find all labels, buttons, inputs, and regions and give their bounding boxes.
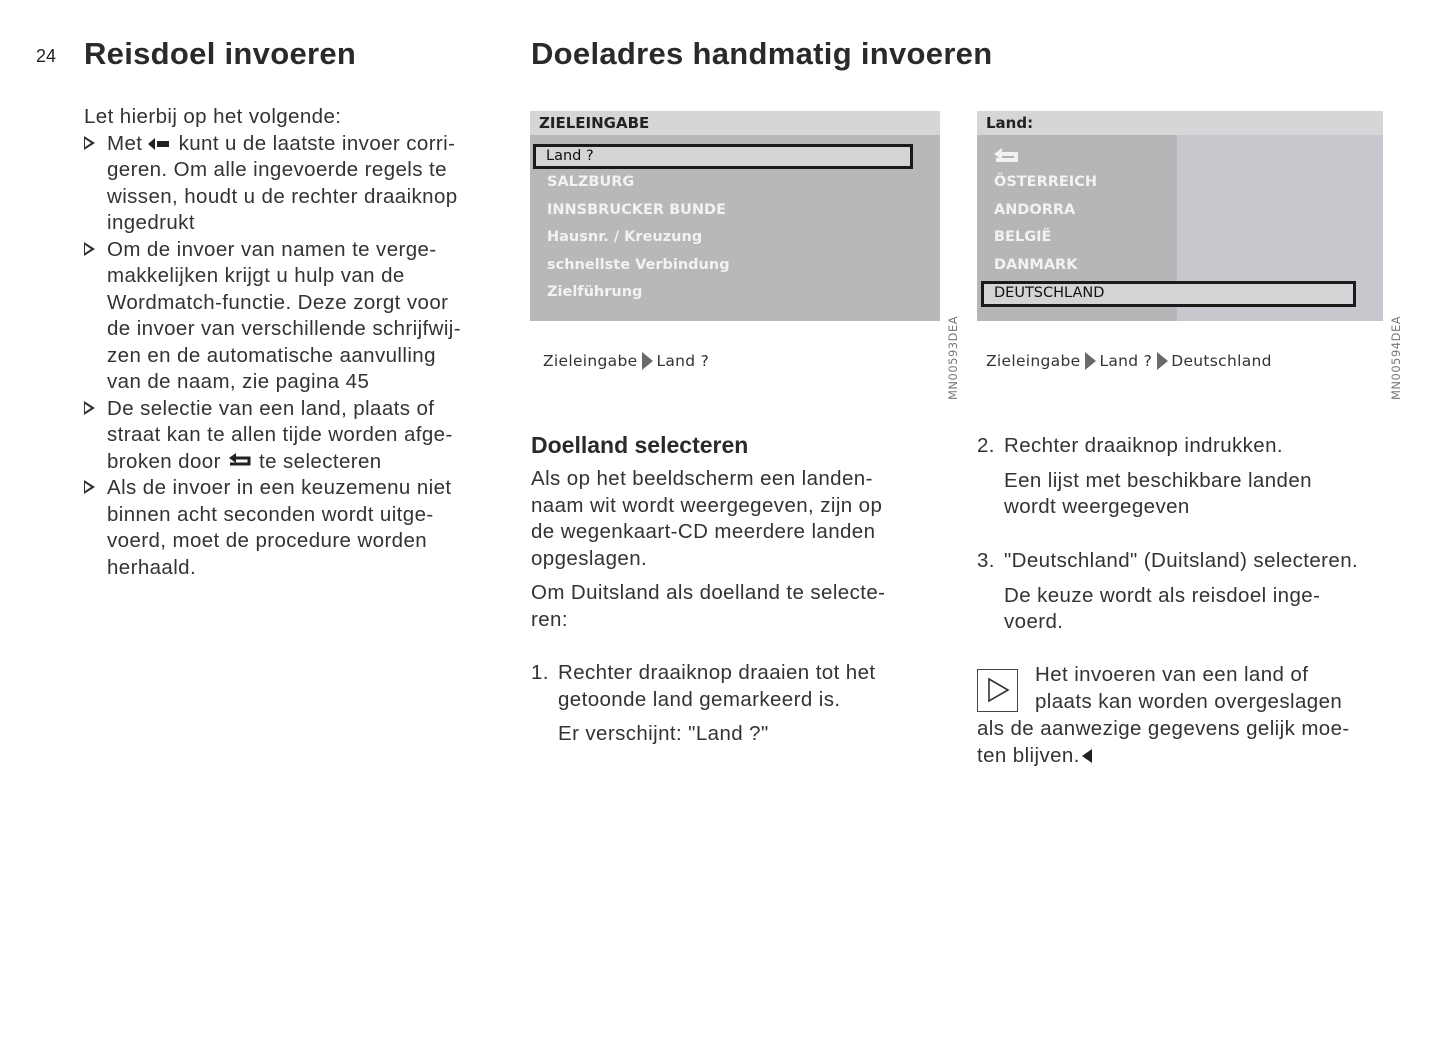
image-code: MN00594DEA	[1389, 315, 1403, 400]
menu-item: INNSBRUCKER BUNDE	[547, 202, 726, 218]
breadcrumb: Zieleingabe Land ?	[543, 352, 710, 370]
screen-header: ZIELEINGABE	[530, 111, 940, 135]
intro-text: Let hierbij op het volgende:	[84, 105, 342, 128]
end-marker-icon	[1082, 749, 1092, 763]
crumb-arrow-icon	[642, 352, 653, 370]
menu-item: schnellste Verbindung	[547, 257, 730, 273]
menu-item: BELGIË	[994, 229, 1052, 245]
menu-item: ÖSTERREICH	[994, 174, 1097, 190]
bullet-triangle-icon	[84, 242, 95, 256]
menu-item: ANDORRA	[994, 202, 1076, 218]
menu-item: Hausnr. / Kreuzung	[547, 229, 703, 245]
return-icon	[227, 451, 253, 471]
note-icon	[977, 669, 1018, 712]
bullet-item: De selectie van een land, plaats of straat kan te allen tijde worden afge- broken door te selecteren	[84, 396, 524, 476]
crumb-arrow-icon	[1157, 352, 1168, 370]
arrow-left-icon	[148, 132, 172, 146]
return-icon	[992, 147, 1020, 172]
bullet-triangle-icon	[84, 480, 95, 494]
note-end: ten blijven.	[977, 743, 1092, 770]
step-2: 2. Rechter draaiknop indrukken. Een lijst met beschikbare landen wordt weergegeven	[977, 434, 1312, 518]
left-column	[84, 104, 524, 581]
bullet-item: Met kunt u de laatste invoer corri- geren. Om alle ingevoerde regels te wissen, houdt u de rechter draaiknop ingedrukt	[84, 131, 524, 237]
menu-item: SALZBURG	[547, 174, 635, 190]
screen-header: Land:	[977, 111, 1383, 135]
bullet-item: Om de invoer van namen te verge- makkelijken krijgt u hulp van de Wordmatch-functie. Deze zorgt voor de invoer van verschillende schrijfwij- zen en de automatische aanvulling van de naam, zie pagina 45	[84, 237, 524, 396]
screen-zieleingabe	[530, 111, 940, 321]
step-3: 3. "Deutschland" (Duitsland) selecteren. De keuze wordt als reisdoel inge- voerd.	[977, 549, 1359, 633]
menu-item: DANMARK	[994, 257, 1078, 273]
menu-item: Zielführung	[547, 284, 643, 300]
bullet-triangle-icon	[84, 401, 95, 415]
breadcrumb: Zieleingabe Land ? Deutschland	[986, 352, 1272, 370]
selected-item: Land ?	[533, 144, 913, 169]
bullet-triangle-icon	[84, 136, 95, 150]
image-code: MN00593DEA	[946, 315, 960, 400]
step-1: 1. Rechter draaiknop draaien tot het getoonde land gemarkeerd is. Er verschijnt: "Land ?"	[531, 661, 876, 745]
crumb-arrow-icon	[1085, 352, 1096, 370]
bullet-item: Als de invoer in een keuzemenu niet binnen acht seconden wordt uitge- voerd, moet de procedure worden herhaald.	[84, 475, 524, 581]
page-number: 24	[36, 46, 57, 66]
page-title-right: Doeladres handmatig invoeren	[531, 36, 993, 71]
paragraph: Als op het beeldscherm een landen- naam wit wordt weergegeven, zijn op de wegenkaart-CD meerdere landen opgeslagen. Om Duitsland als doelland te selecte- ren:	[531, 467, 886, 631]
page-title-left: Reisdoel invoeren	[84, 36, 357, 71]
screen-land	[977, 111, 1383, 321]
note-line: als de aanwezige gegevens gelijk moe-	[977, 717, 1350, 740]
note-line: Het invoeren van een land of	[1035, 663, 1309, 686]
selected-item: DEUTSCHLAND	[981, 281, 1356, 307]
section-title: Doelland selecteren	[531, 432, 749, 458]
note-line: plaats kan worden overgeslagen	[1035, 690, 1343, 713]
